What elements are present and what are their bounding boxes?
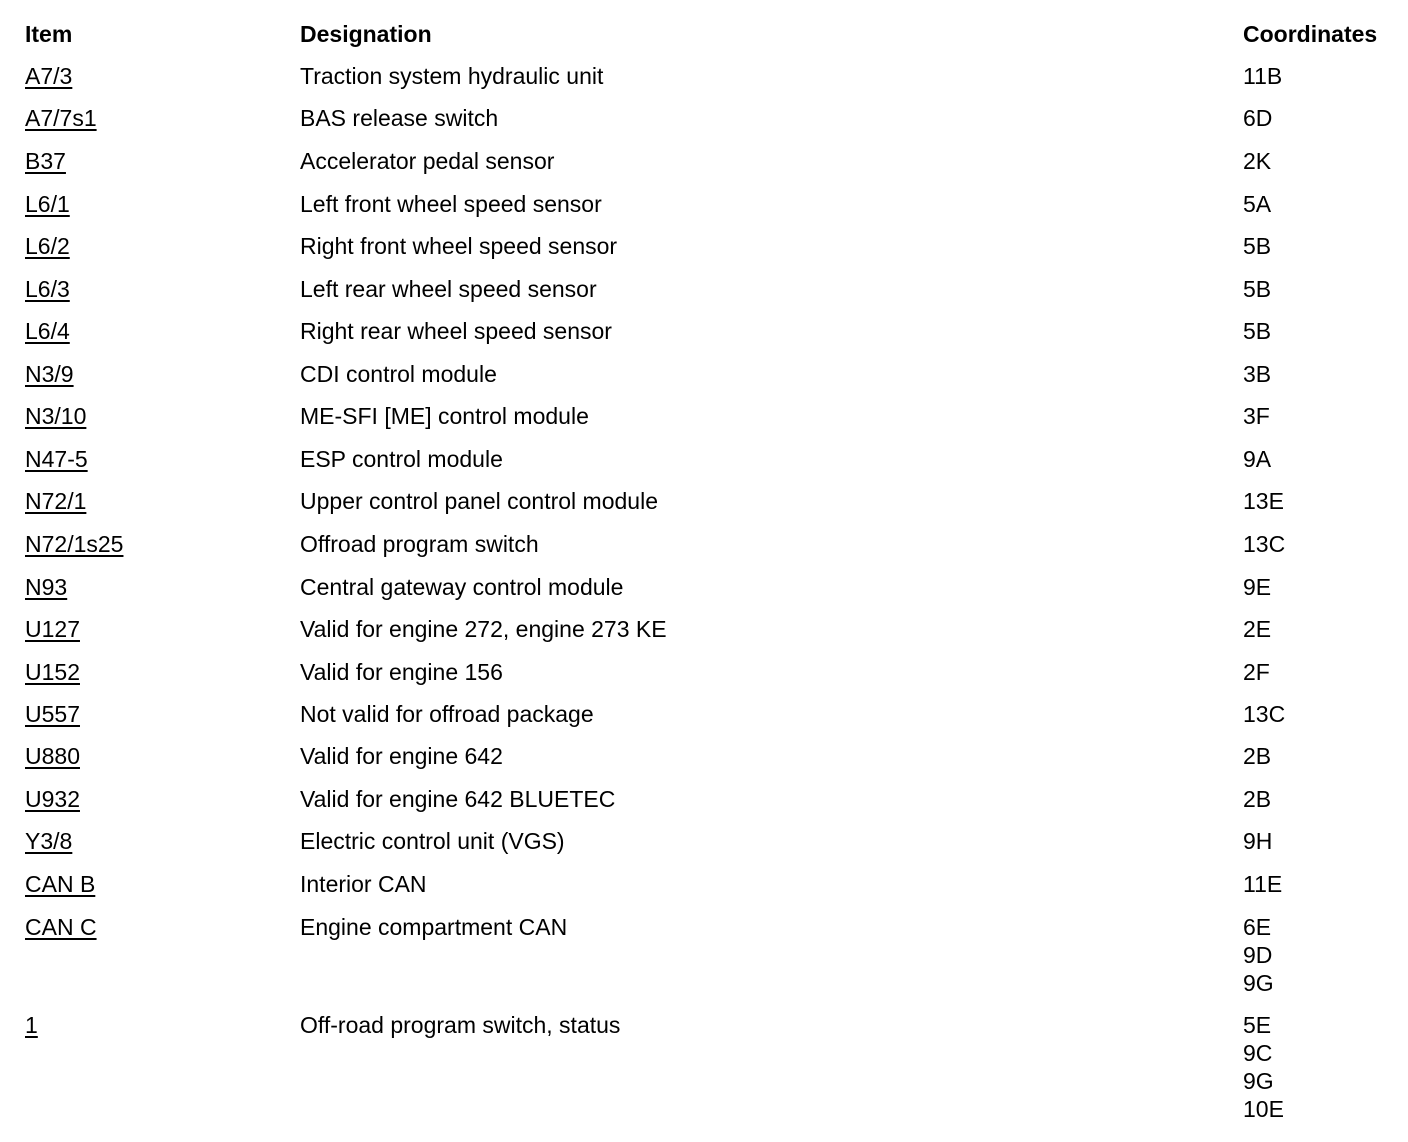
designation-text: Valid for engine 642 BLUETEC [300,786,616,812]
designation-text: Valid for engine 156 [300,659,503,685]
item-link[interactable]: U932 [25,786,80,812]
designation-text: Off-road program switch, status [300,1012,621,1038]
designation-text: Offroad program switch [300,531,539,557]
designation-text: Traction system hydraulic unit [300,63,604,89]
coordinates-cell [1243,62,1282,90]
item-link[interactable]: N72/1s25 [25,531,124,557]
coordinates-cell [1243,275,1271,303]
item-link[interactable]: U152 [25,659,80,685]
coordinate-value: 3B [1243,361,1272,387]
designation-text: ESP control module [300,446,503,472]
item-link[interactable]: N3/9 [25,361,74,387]
coordinate-value: 13C [1243,531,1286,557]
item-link[interactable]: B37 [25,148,66,174]
coordinate-value: 5B [1243,318,1272,344]
item-link[interactable]: N72/1 [25,488,87,514]
item-link[interactable]: L6/2 [25,233,70,259]
coordinates-cell [1243,615,1271,643]
designation-text: Not valid for offroad package [300,701,594,727]
designation-text: Valid for engine 642 [300,743,503,769]
coordinates-cell [1243,1011,1284,1123]
column-header-item: Item [25,21,73,47]
item-link[interactable]: U880 [25,743,80,769]
designation-text: CDI control module [300,361,497,387]
coordinates-cell [1243,402,1270,430]
coordinate-value: 9A [1243,446,1272,472]
coordinates-cell [1243,785,1271,813]
item-link[interactable]: A7/3 [25,63,73,89]
item-link[interactable]: CAN B [25,871,96,897]
coordinate-value: 6E [1243,914,1272,940]
item-link[interactable]: N93 [25,574,68,600]
designation-text: Left front wheel speed sensor [300,191,602,217]
coordinate-value: 9H [1243,828,1273,854]
coordinate-value: 3F [1243,403,1270,429]
coordinate-value: 9D [1243,942,1273,968]
designation-text: Accelerator pedal sensor [300,148,555,174]
designation-text: BAS release switch [300,105,499,131]
designation-text: Right front wheel speed sensor [300,233,618,259]
coordinate-value: 5B [1243,233,1272,259]
designation-text: Engine compartment CAN [300,914,568,940]
coordinate-value: 9C [1243,1040,1273,1066]
coordinate-value: 13C [1243,701,1286,727]
coordinate-value: 10E [1243,1096,1284,1122]
coordinates-cell [1243,658,1270,686]
designation-text: Left rear wheel speed sensor [300,276,597,302]
coordinates-cell [1243,913,1274,997]
designation-text: Central gateway control module [300,574,624,600]
item-link[interactable]: U557 [25,701,80,727]
column-header-designation: Designation [300,21,432,47]
coordinates-cell [1243,232,1271,260]
coordinate-value: 5A [1243,191,1272,217]
item-link[interactable]: L6/1 [25,191,70,217]
coordinate-value: 13E [1243,488,1284,514]
coordinate-value: 9G [1243,1068,1274,1094]
coordinate-value: 2E [1243,616,1272,642]
item-link[interactable]: N3/10 [25,403,87,429]
coordinates-cell [1243,190,1271,218]
coordinates-cell [1243,147,1271,175]
coordinates-cell [1243,317,1271,345]
coordinate-value: 5E [1243,1012,1272,1038]
item-link[interactable]: U127 [25,616,80,642]
coordinates-cell [1243,700,1285,728]
coordinate-value: 2F [1243,659,1270,685]
coordinates-cell [1243,530,1285,558]
coordinate-value: 9E [1243,574,1272,600]
item-link[interactable]: Y3/8 [25,828,73,854]
item-link[interactable]: L6/4 [25,318,70,344]
coordinate-value: 2K [1243,148,1272,174]
coordinates-cell [1243,445,1271,473]
column-header-coordinates: Coordinates [1243,21,1378,47]
coordinate-value: 9G [1243,970,1274,996]
coordinates-cell [1243,827,1272,855]
coordinates-cell [1243,870,1282,898]
coordinates-cell [1243,573,1271,601]
coordinate-value: 5B [1243,276,1272,302]
coordinates-cell [1243,360,1271,388]
coordinate-value: 6D [1243,105,1273,131]
designation-text: Upper control panel control module [300,488,658,514]
designation-text: Interior CAN [300,871,427,897]
designation-text: ME-SFI [ME] control module [300,403,589,429]
item-link[interactable]: A7/7s1 [25,105,97,131]
designation-text: Valid for engine 272, engine 273 KE [300,616,667,642]
coordinate-value: 11B [1243,63,1283,89]
item-link[interactable]: 1 [25,1012,38,1038]
item-link[interactable]: N47-5 [25,446,88,472]
designation-text: Right rear wheel speed sensor [300,318,612,344]
coordinate-value: 2B [1243,743,1272,769]
coordinate-value: 11E [1243,871,1283,897]
coordinates-cell [1243,742,1271,770]
item-link[interactable]: CAN C [25,914,97,940]
designation-text: Electric control unit (VGS) [300,828,565,854]
coordinates-cell [1243,104,1272,132]
item-link[interactable]: L6/3 [25,276,70,302]
coordinates-cell [1243,487,1284,515]
coordinate-value: 2B [1243,786,1272,812]
